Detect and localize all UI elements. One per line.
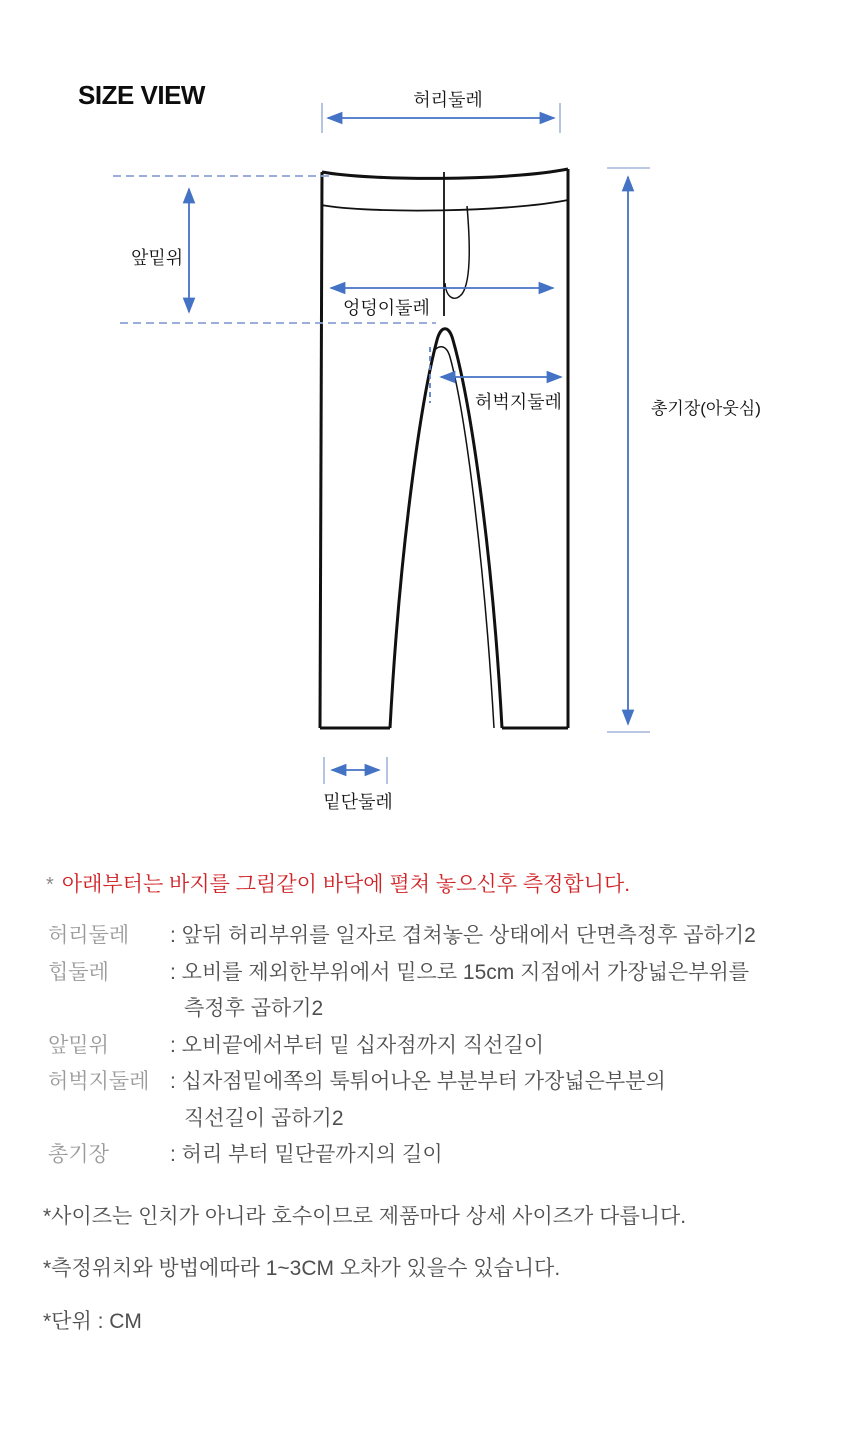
definition-term: 앞밑위 (48, 1033, 109, 1057)
hip-label: 엉덩이둘레 (343, 298, 430, 318)
outseam-label: 총기장(아웃심) (651, 399, 761, 418)
definition-term: 허리둘레 (48, 924, 130, 947)
footnote-tolerance: *측정위치와 방법에따라 1~3CM 오차가 있을수 있습니다. (43, 1257, 561, 1280)
page-title: SIZE VIEW (78, 80, 205, 110)
definition-text: : 오비를 제외한부위에서 밑으로 15cm 지점에서 가장넓은부위를 (170, 960, 750, 984)
footnote-unit: *단위 : CM (43, 1310, 142, 1333)
definition-row-total-length (48, 1137, 848, 1174)
definition-text: : 앞뒤 허리부위를 일자로 겹쳐놓은 상태에서 단면측정후 곱하기2 (170, 924, 756, 947)
definition-row-front-rise (48, 1028, 848, 1065)
pants-outline (320, 169, 568, 728)
definition-text: : 허리 부터 밑단끝까지의 길이 (170, 1143, 443, 1166)
definition-row-hip (48, 955, 848, 1028)
definition-list (48, 918, 848, 1174)
definition-term: 힙둘레 (48, 960, 109, 984)
definition-text: : 십자점밑에쪽의 툭튀어나온 부분부터 가장넓은부분의 (170, 1070, 666, 1093)
measuring-instruction-text: 아래부터는 바지를 그림같이 바닥에 펼쳐 놓으신후 측정합니다. (61, 873, 631, 896)
definition-term: 총기장 (48, 1143, 109, 1166)
footnote-size-varies: *사이즈는 인치가 아니라 호수이므로 제품마다 상세 사이즈가 다릅니다. (43, 1205, 687, 1228)
dimension-arrows (189, 118, 628, 770)
definition-term: 허벅지둘레 (48, 1070, 150, 1093)
definition-row-waist (48, 918, 848, 955)
definition-text-continued: 측정후 곱하기2 (184, 997, 324, 1020)
measuring-instruction (46, 868, 630, 898)
fly-curve (445, 206, 469, 298)
thigh-label: 허벅지둘레 (475, 392, 562, 412)
definition-row-thigh (48, 1064, 848, 1137)
definition-text: : 오비끝에서부터 밑 십자점까지 직선길이 (170, 1033, 545, 1057)
hem-label: 밑단둘레 (323, 792, 393, 812)
dimension-end-ticks (322, 103, 650, 784)
waist-label: 허리둘레 (413, 90, 483, 110)
definition-text-continued: 직선길이 곱하기2 (184, 1106, 344, 1130)
front-rise-label: 앞밑위 (131, 248, 184, 268)
asterisk-marker: * (46, 874, 54, 896)
